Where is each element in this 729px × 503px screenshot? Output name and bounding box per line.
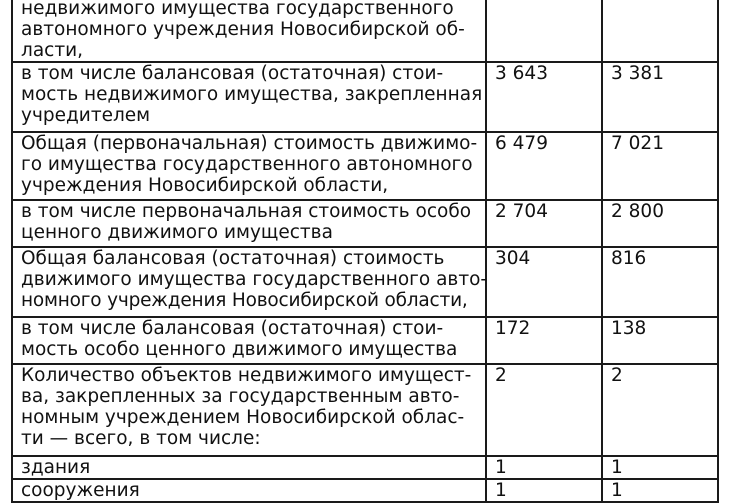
row-label [12,132,486,200]
label-line: сооружения [21,480,140,501]
value-cell-2: 2 800 [602,200,718,247]
value-cell-2: 816 [602,247,718,317]
table-row [12,132,718,200]
value-cell-2: 3 381 [602,62,718,132]
row-label [12,62,486,132]
label-line: ва, закрепленных за государственным авто- [21,386,460,407]
table-row [12,479,718,502]
table-row [12,0,718,62]
table-row [12,364,718,456]
value-cell-2 [602,0,718,62]
label-line: автономного учреждения Новосибирской об- [21,19,465,40]
row-label [12,317,486,364]
label-line: учредителем [21,105,151,126]
row-label [12,479,486,502]
table-row [12,62,718,132]
value-cell-2: 138 [602,317,718,364]
row-label [12,0,486,62]
label-line: ласти, [21,40,84,61]
label-line: в том числе балансовая (остаточная) стои- [21,318,444,339]
value-cell-1: 304 [486,247,602,317]
value-cell-1 [486,0,602,62]
label-line: мость особо ценного движимого имущества [21,339,458,360]
table-row [12,200,718,247]
table-row [12,317,718,364]
label-line: го имущества государственного автономного [21,154,473,175]
label-line: мость недвижимого имущества, закрепленная [21,84,483,105]
table-row [12,247,718,317]
value-cell-1: 1 [486,479,602,502]
label-line: недвижимого имущества государственного [21,0,454,19]
value-cell-1: 2 [486,364,602,456]
label-line: ти — всего, в том числе: [21,428,261,449]
value-cell-1: 172 [486,317,602,364]
label-line: Количество объектов недвижимого имущест- [21,365,472,386]
label-line: здания [21,457,91,478]
report-table [11,0,719,503]
row-label [12,247,486,317]
value-cell-1: 3 643 [486,62,602,132]
label-line: ценного движимого имущества [21,222,333,243]
value-cell-1: 6 479 [486,132,602,200]
label-line: движимого имущества государственного авто- [21,269,488,290]
label-line: номного учреждения Новосибирской области, [21,290,468,311]
label-line: учреждения Новосибирской области, [21,175,389,196]
label-line: номным учреждением Новосибирской облас- [21,407,465,428]
value-cell-2: 1 [602,456,718,479]
label-line: в том числе первоначальная стоимость особо [21,201,472,222]
table-row [12,456,718,479]
label-line: Общая балансовая (остаточная) стоимость [21,248,445,269]
row-label [12,456,486,479]
value-cell-2: 1 [602,479,718,502]
row-label [12,364,486,456]
label-line: в том числе балансовая (остаточная) стои- [21,63,444,84]
row-label [12,200,486,247]
value-cell-2: 7 021 [602,132,718,200]
value-cell-1: 2 704 [486,200,602,247]
label-line: Общая (первоначальная) стоимость движимо- [21,133,478,154]
value-cell-1: 1 [486,456,602,479]
value-cell-2: 2 [602,364,718,456]
